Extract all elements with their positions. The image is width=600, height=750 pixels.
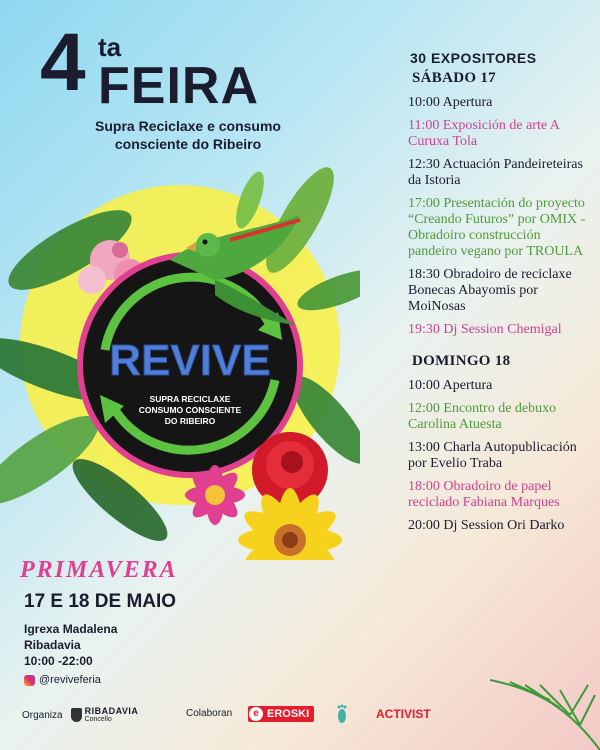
municipality-sub: Concello: [84, 716, 112, 723]
pink-daisy: [185, 465, 245, 525]
eroski-logo: [248, 706, 314, 722]
venue-town: Ribadavia: [24, 638, 81, 653]
saturday-event-4: 18:30 Obradoiro de reciclaxe Bonecas Abayomis por MoiNosas: [408, 267, 572, 314]
sunday-event-4: 20:00 Dj Session Ori Darko: [408, 518, 565, 533]
edition-number: 4: [40, 17, 82, 108]
program-list: [408, 50, 593, 541]
sunday-event-3: 18:00 Obradoiro de papel reciclado Fabiana Marques: [408, 479, 560, 510]
instagram-text: @reviveferia: [39, 674, 101, 686]
day-heading-saturday: SÁBADO 17: [412, 70, 496, 86]
activist-logo: ACTIVIST: [376, 707, 431, 721]
sunday-events: [408, 378, 593, 534]
instagram-handle[interactable]: [24, 674, 101, 686]
municipality-name: RIBADAVIA: [84, 706, 139, 716]
saturday-event-2: 12:30 Actuación Pandeireteiras da Istoria: [408, 157, 583, 188]
revive-tagline-3: DO RIBEIRO: [164, 416, 216, 426]
saturday-event-0: 10:00 Apertura: [408, 95, 493, 110]
saturday-event-5: 19:30 Dj Session Chemigal: [408, 322, 562, 337]
event-dates: 17 E 18 DE MAIO: [24, 591, 177, 612]
saturday-event-1: 11:00 Exposición de arte A Curuxa Tola: [408, 118, 560, 149]
revive-tagline-2: CONSUMO CONSCIENTE: [138, 405, 242, 415]
exhibitors-count: 30 EXPOSITORES: [410, 50, 537, 66]
event-subtitle: Supra Reciclaxe e consumo consciente do Ribeiro: [95, 118, 281, 152]
collaborators-label: Colaboran: [186, 708, 233, 719]
edition-ordinal: ta: [98, 32, 122, 62]
opening-hours: 10:00 -22:00: [24, 654, 93, 669]
venue-block: [24, 621, 117, 670]
event-title: FEIRA: [98, 57, 259, 115]
season-label: PRIMAVERA: [20, 557, 178, 583]
sunday-event-2: 13:00 Charla Autopublicación por Evelio Traba: [408, 440, 577, 471]
saturday-event-3: 17:00 Presentación do proyecto “Creando Futuros” por OMIX -Obradoiro construcción pandeiro vegano por TROULA: [408, 196, 586, 259]
venue-name: Igrexa Madalena: [24, 622, 118, 636]
instagram-icon: [24, 675, 35, 686]
municipal-crest-icon: [71, 708, 82, 722]
sunday-event-1: 12:00 Encontro de debuxo Carolina Atuesta: [408, 401, 557, 432]
eroski-text: EROSKI: [267, 708, 310, 720]
revive-logo-text: REVIVE: [109, 336, 271, 385]
organiza-label: Organiza: [22, 709, 63, 721]
palm-leaf-decoration: [470, 640, 600, 750]
yellow-daisy: [238, 488, 342, 560]
municipality-logo: [85, 707, 139, 723]
footprint-sponsor-icon: [335, 704, 349, 724]
saturday-events: [408, 95, 593, 338]
day-heading-sunday: DOMINGO 18: [412, 353, 511, 369]
sunday-event-0: 10:00 Apertura: [408, 378, 493, 393]
organizer-block: [22, 707, 138, 723]
revive-tagline-1: SUPRA RECICLAXE: [149, 394, 231, 404]
eroski-mark: e: [249, 707, 263, 721]
revive-illustration: [0, 140, 360, 560]
